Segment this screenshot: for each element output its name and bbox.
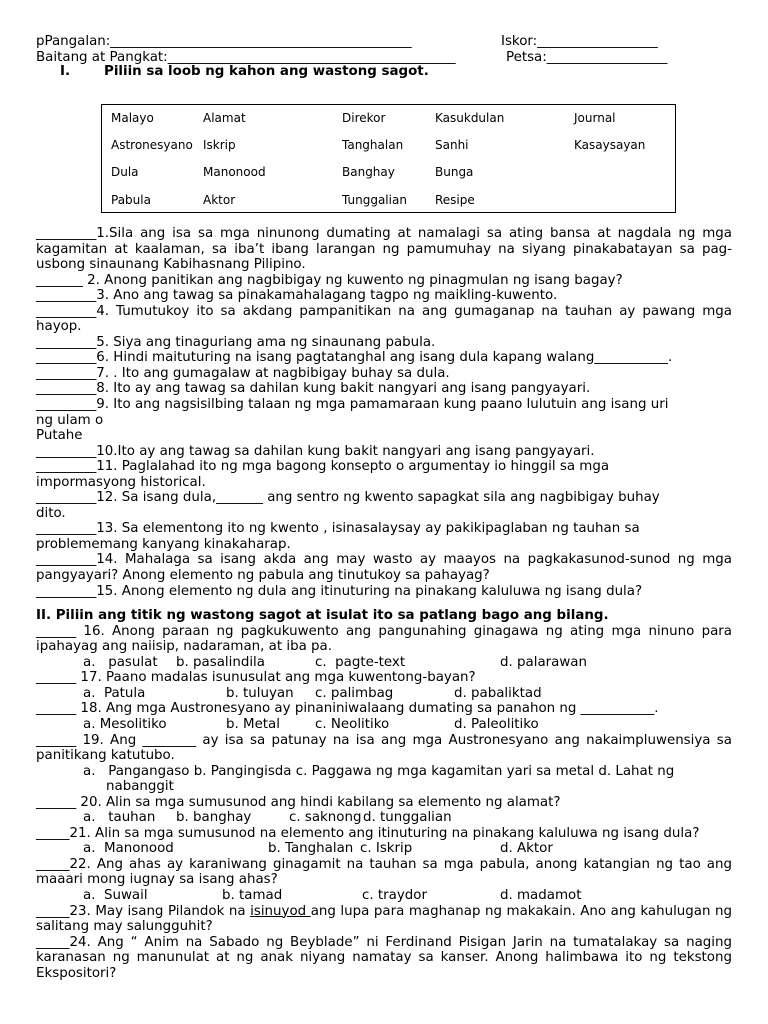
answer-options [36, 686, 732, 702]
question-18: ______ 18. Ang mga Austronesyano ay pinaniniwalaang dumating sa panahon ng ___________. [36, 701, 659, 717]
answer-option: c. palimbag [315, 685, 394, 701]
word-choice: Iskrip [203, 138, 236, 152]
answer-options: a. Pangangaso b. Pangingisda c. Paggawa ng mga kagamitan yari sa metal d. Lahat ng [83, 763, 675, 779]
word-choice-box [101, 104, 676, 213]
question-line: _________1.Sila ang isa sa mga ninunong dumating at namalagi sa ating bansa at nagdala ng mga kagamitan at kaalaman, sa iba’t ibang larangan ng pamumuhay na siyang pinakabatayan sa pag-usbong sinaunang Kabihasnang Pilipino. [36, 226, 732, 273]
question-20: ______ 20. Alin sa mga sumusunod ang hindi kabilang sa elemento ng alamat? [36, 794, 561, 810]
question-23: _____23. May isang Pilandok na isinuyod ang lupa para maghanap ng makakain. Ano ang kahulugan ng salitang may salungguhit? [36, 903, 733, 935]
word-choice: Tanghalan [342, 138, 404, 152]
answer-option: b. tamad [222, 887, 283, 903]
word-choice: Aktor [203, 193, 236, 207]
question-21: _____21. Alin sa mga sumusunod na elemento ang itinuturing na pinakang kaluluwa ng isang dula? [36, 825, 700, 841]
answer-option: c. Iskrip [360, 841, 413, 857]
question-line: _________5. Siya ang tinaguriang ama ng sinaunang pabula. [36, 334, 436, 350]
question-line: _______ 2. Anong panitikan ang nagbibigay ng kuwento ng pinagmulan ng isang bagay? [36, 272, 623, 288]
answer-option: b. tuluyan [226, 685, 294, 701]
question-line: problememang kanyang kinakaharap. [36, 536, 291, 552]
answer-option: b. Metal [226, 716, 280, 732]
question-line: _________12. Sa isang dula,_______ ang sentro ng kwento sapagkat sila ang nagbibigay buhay [36, 490, 660, 506]
question-line: _________7. . Ito ang gumagalaw at nagbibigay buhay sa dula. [36, 365, 450, 381]
word-choice: Astronesyano [111, 138, 193, 152]
question-line: _________6. Hindi maituturing na isang pagtatanghal ang isang dula kapang walang___________. [36, 350, 673, 366]
answer-options [36, 717, 732, 733]
question-line: _________3. Ano ang tawag sa pinakamahalagang tagpo ng maikling-kuwento. [36, 288, 558, 304]
word-choice: Journal [574, 111, 616, 125]
question-line: _________15. Anong elemento ng dula ang itinuturing na pinakang kaluluwa ng isang dula? [36, 583, 643, 599]
part-2-questions [36, 624, 732, 904]
question-line: _________11. Paglalahad ito ng mga bagong konsepto o argumentay io hinggil sa mga [36, 459, 610, 475]
question-line: Putahe [36, 428, 83, 444]
section-1-heading: I. Piliin sa loob ng kahon ang wastong sagot. [60, 64, 429, 79]
section-2-heading: II. Piliin ang titik ng wastong sagot at isulat ito sa patlang bago ang bilang. [36, 608, 609, 624]
word-choice: Alamat [203, 111, 246, 125]
answer-options [36, 841, 732, 857]
question-22: _____22. Ang ahas ay karaniwang ginagamit na tauhan sa mga pabula, anong katangian ng tao ang maaari mong iugnay sa isang ahas? [36, 856, 732, 888]
answer-option: c. traydor [362, 887, 427, 903]
question-line: dito. [36, 505, 66, 521]
question-line: _________10.Ito ay ang tawag sa dahilan kung bakit nangyari ang isang pangyayari. [36, 443, 595, 459]
word-choice: Resipe [435, 193, 475, 207]
word-choice: Bunga [435, 165, 474, 179]
underlined-word: isinuyod [250, 903, 311, 919]
word-choice: Pabula [111, 193, 151, 207]
question-19: ______ 19. Ang ________ ay isa sa patunay na isa ang mga Austronesyano ang nakaimpluwensiya sa panitikang katutubo. [36, 732, 732, 764]
question-line: _________13. Sa elementong ito ng kwento , isinasalaysay ay pakikipaglaban ng tauhan sa [36, 521, 640, 537]
answer-option: d. pabaliktad [454, 685, 542, 701]
word-choice: Direkor [342, 111, 386, 125]
score-field: Iskor:__________________ [501, 34, 658, 49]
question-24: _____24. Ang “ Anim na Sabado ng Beyblade” ni Ferdinand Pisigan Jarin na tumatalakay sa naging karanasan ng manunulat at ng anak niyang namatay sa kanser. Anong halimbawa ito ng tekstong Ekspositori? [36, 934, 732, 981]
answer-option: d. tunggalian [363, 810, 452, 826]
question-line: _________9. Ito ang nagsisilbing talaan ng mga pamamaraan kung paano lulutuin ang isang uri [36, 397, 669, 413]
question-16: ______ 16. Anong paraan ng pagkukuwento ang pangunahing ginagawa ng ating mga ninuno para ipahayag ang naiisip, nadaraman, at iba pa. [36, 623, 732, 655]
answer-option: c. Neolitiko [315, 716, 390, 732]
word-choice: Sanhi [435, 138, 469, 152]
word-choice: Kasukdulan [435, 111, 505, 125]
question-line: _________8. Ito ay ang tawag sa dahilan kung bakit nangyari ang isang pangyayari. [36, 381, 591, 397]
answer-option: d. palarawan [500, 654, 587, 670]
answer-option: a. tauhan [83, 810, 156, 826]
grade-section-field: Baitang at Pangkat:___________________________________________ [36, 49, 456, 65]
answer-option: b. banghay [176, 810, 252, 826]
answer-option: d. madamot [500, 887, 582, 903]
answer-options [36, 888, 732, 904]
answer-options [36, 810, 732, 826]
answer-option: b. pasalindila [176, 654, 265, 670]
name-field: pPangalan:_____________________________________________ [36, 34, 412, 49]
answer-option: c. pagte-text [315, 654, 406, 670]
answer-options [36, 655, 732, 671]
answer-option: a. Suwail [83, 887, 148, 903]
question-17: ______ 17. Paano madalas isunusulat ang mga kuwentong-bayan? [36, 670, 476, 686]
answer-option: a. Mesolitiko [83, 716, 167, 732]
word-choice: Manonood [203, 165, 266, 179]
answer-option: a. Patula [83, 685, 146, 701]
word-choice: Dula [111, 165, 139, 179]
answer-option: d. Paleolitiko [454, 716, 539, 732]
question-line: impormasyong historical. [36, 474, 206, 490]
date-field: Petsa:__________________ [506, 49, 668, 65]
word-choice: Malayo [111, 111, 154, 125]
answer-options-continued: nabanggit [106, 779, 174, 795]
question-line: ng ulam o [36, 412, 104, 428]
answer-option: d. Aktor [500, 841, 553, 857]
question-line: _________14. Mahalaga sa isang akda ang may wasto ay maayos na pagkakasunod-sunod ng mga pangyayari? Anong elemento ng pabula ang tinutukoy sa pahayag? [36, 552, 732, 584]
answer-option: a. Manonood [83, 841, 174, 857]
word-choice: Kasaysayan [574, 138, 646, 152]
word-choice: Banghay [342, 165, 395, 179]
answer-option: c. saknong [289, 810, 362, 826]
worksheet-header [36, 34, 736, 65]
question-line: _________4. Tumutukoy ito sa akdang pampanitikan na ang gumaganap na tauhan ay pawang mga hayop. [36, 303, 732, 335]
answer-option: b. Tanghalan [268, 841, 354, 857]
word-choice: Tunggalian [342, 193, 407, 207]
questions [36, 226, 732, 981]
part-1-questions [36, 226, 732, 599]
answer-option: a. pasulat [83, 654, 158, 670]
